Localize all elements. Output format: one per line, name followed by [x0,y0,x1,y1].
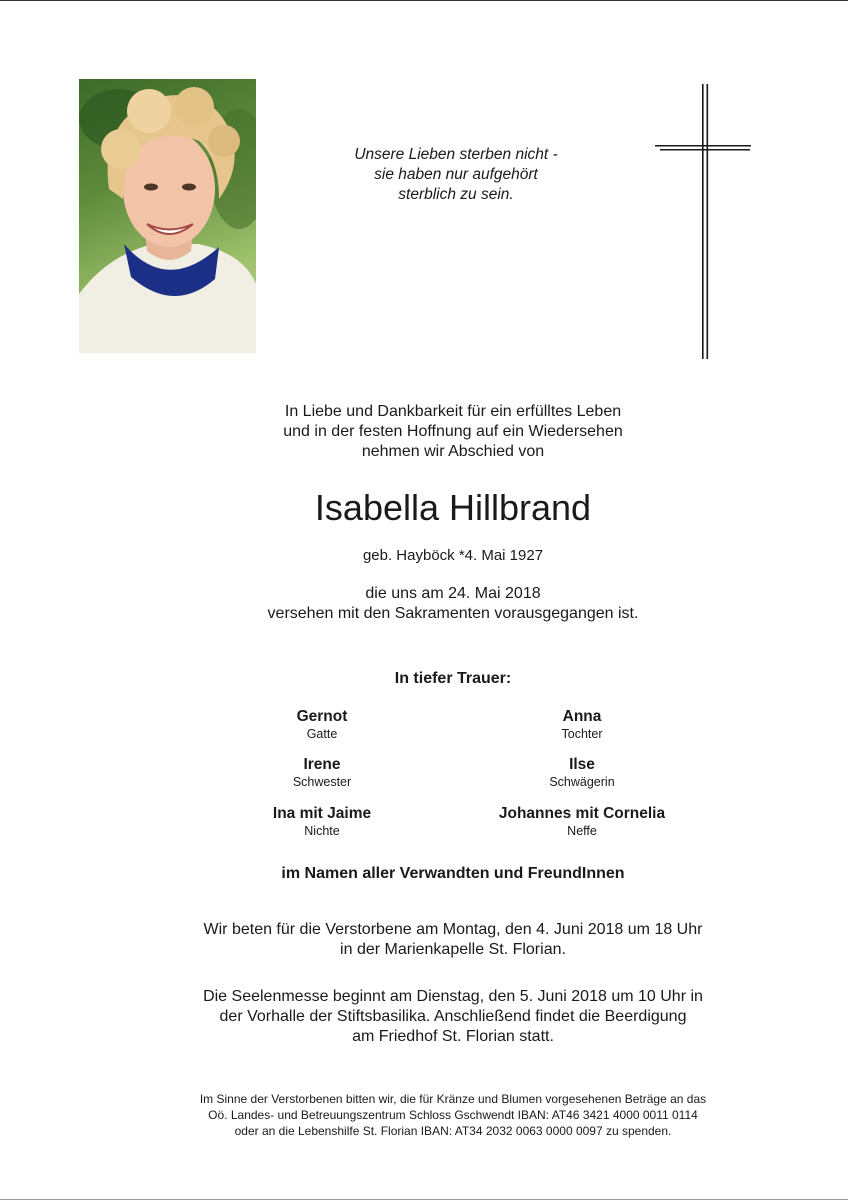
mourner-name: Irene [303,756,341,773]
quote-line: Unsere Lieben sterben nicht - [354,146,558,163]
donation-line: oder an die Lebenshilfe St. Florian IBAN: AT34 2032 0063 0000 0097 zu spenden. [234,1124,672,1138]
intro-line: und in der festen Hoffnung auf ein Wiedersehen [283,423,623,440]
family-line: im Namen aller Verwandten und FreundInnen [281,865,625,882]
mourner-relation: Neffe [567,824,597,838]
deceased-name: Isabella Hillbrand [314,487,592,528]
mourner-entry [192,755,452,790]
mourner-entry [452,755,712,790]
mass-line: am Friedhof St. Florian statt. [352,1028,554,1045]
mourner-relation: Schwester [292,775,352,789]
donation-notice [0,1091,848,1139]
donation-line: Oö. Landes- und Betreuungszentrum Schloss Gschwendt IBAN: AT46 3421 4000 0011 0114 [208,1108,698,1122]
donation-line: Im Sinne der Verstorbenen bitten wir, die für Kränze und Blumen vorgesehenen Beträge an das [199,1092,707,1106]
prayer-line: in der Marienkapelle St. Florian. [340,941,566,958]
portrait-illustration [79,79,256,353]
prayer-line: Wir beten für die Verstorbene am Montag, den 4. Juni 2018 um 18 Uhr [203,921,703,938]
intro-text [0,402,848,462]
mourner-entry [192,804,452,839]
mourner-name: Anna [562,708,602,725]
mourner-name: Ilse [569,756,595,773]
mourner-entry [452,707,712,742]
portrait-photo [79,79,256,353]
mourner-relation: Gatte [306,727,338,741]
mourner-relation: Tochter [561,727,603,741]
mourner-name: Ina mit Jaime [272,805,372,822]
death-line: versehen mit den Sakramenten vorausgegangen ist. [267,605,639,622]
death-line: die uns am 24. Mai 2018 [365,585,541,602]
cross-icon [655,84,755,359]
mass-line: der Vorhalle der Stiftsbasilika. Anschließend findet die Beerdigung [219,1008,687,1025]
mourning-heading: In tiefer Trauer: [394,670,512,687]
intro-line: nehmen wir Abschied von [361,443,545,460]
mourner-name: Gernot [296,708,348,725]
birth-info: geb. Hayböck *4. Mai 1927 [362,547,544,564]
mourner-entry [452,804,712,839]
mourner-entry [192,707,452,742]
mass-line: Die Seelenmesse beginnt am Dienstag, den 5. Juni 2018 um 10 Uhr in [203,988,703,1005]
mourner-name: Johannes mit Cornelia [498,805,666,822]
mourner-relation: Schwägerin [549,775,615,789]
top-border [0,0,848,1]
intro-line: In Liebe und Dankbarkeit für ein erfülltes Leben [284,403,622,420]
memorial-quote [300,145,612,205]
prayer-info [0,920,848,960]
mourner-relation: Nichte [304,824,340,838]
quote-line: sterblich zu sein. [398,186,514,203]
death-info [0,584,848,624]
mass-info [0,987,848,1047]
quote-line: sie haben nur aufgehört [374,166,538,183]
